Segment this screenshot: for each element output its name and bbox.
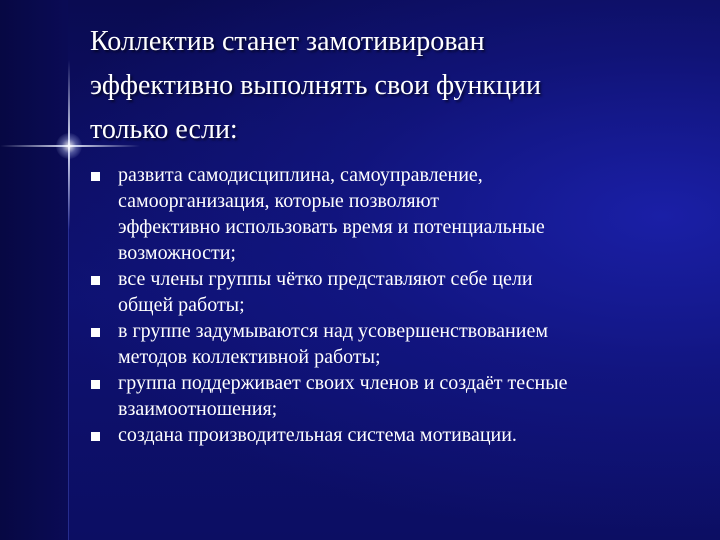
bullet-line: группа поддерживает своих членов и создаёт тесные xyxy=(118,372,568,394)
title-line: эффективно выполнять свои функции xyxy=(90,70,541,101)
bullet-text xyxy=(118,162,688,266)
bullet-line: все члены группы чётко представляют себе цели xyxy=(118,268,533,290)
bullet-item xyxy=(88,422,688,448)
bullet-line: методов коллективной работы; xyxy=(118,346,381,368)
bullet-line: самоорганизация, которые позволяют xyxy=(118,190,439,212)
bullet-line: создана производительная система мотивации. xyxy=(118,424,517,446)
bullet-text xyxy=(118,370,688,422)
bullet-text xyxy=(118,422,688,448)
title-line: Коллектив станет замотивирован xyxy=(90,26,485,57)
bullet-line: общей работы; xyxy=(118,294,245,316)
bullet-text xyxy=(118,318,688,370)
bullet-list xyxy=(88,162,688,448)
bullet-item xyxy=(88,162,688,266)
bullet-text xyxy=(118,266,688,318)
bullet-line: в группе задумываются над усовершенствованием xyxy=(118,320,548,342)
bullet-item xyxy=(88,318,688,370)
bullet-line: взаимоотношения; xyxy=(118,398,278,420)
square-bullet-icon xyxy=(91,380,100,389)
square-bullet-icon xyxy=(91,172,100,181)
left-decorative-band xyxy=(0,0,68,540)
slide-title xyxy=(90,20,700,152)
bullet-item xyxy=(88,370,688,422)
square-bullet-icon xyxy=(91,276,100,285)
bullet-line: возможности; xyxy=(118,242,236,264)
title-line: только если: xyxy=(90,114,238,145)
light-flare-glow xyxy=(56,133,82,159)
bullet-item xyxy=(88,266,688,318)
bullet-line: развита самодисциплина, самоуправление, xyxy=(118,164,483,186)
bullet-line: эффективно использовать время и потенциальные xyxy=(118,216,545,238)
square-bullet-icon xyxy=(91,432,100,441)
square-bullet-icon xyxy=(91,328,100,337)
